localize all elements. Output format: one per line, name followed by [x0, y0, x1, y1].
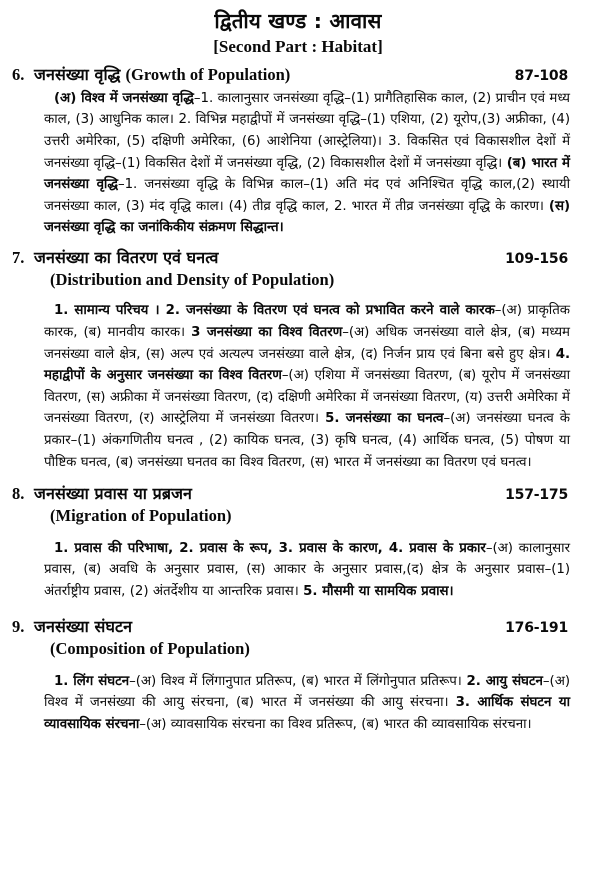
entry-title-english: (Migration of Population) [50, 505, 232, 525]
entry-header-row [10, 616, 586, 638]
entry-title-english: (Distribution and Density of Population) [50, 269, 335, 289]
toc-entry-9[interactable] [10, 616, 586, 735]
entry-subtopics: 1. प्रवास की परिभाषा, 2. प्रवास के रूप, 3. प्रवास के कारण, 4. प्रवास के प्रकार–(अ) कालानुसार प्रवास, (ब) अवधि के अनुसार प्रवास, (स) आकार के अनुसार प्रवास,(द) क्षेत्र के अनुसार प्रवास–(1) अंतर्राष्ट्रीय प्रवास, (2) अंतर्देशीय या आन्तरिक प्रवास। 5. मौसमी या सामयिक प्रवास। [44, 540, 570, 599]
entry-number-and-title [10, 483, 192, 505]
entry-title-hindi: जनसंख्या संघटन [34, 617, 133, 637]
entry-number-and-title [10, 247, 219, 269]
entry-title-english: (Growth of Population) [125, 65, 291, 85]
entry-page-range: 87-108 [514, 68, 568, 85]
entry-number: 9. [12, 617, 25, 637]
entry-header-row [10, 483, 586, 505]
toc-entry-6[interactable] [10, 64, 586, 239]
entry-number: 7. [12, 248, 25, 267]
part-title-hindi: द्वितीय खण्ड : आवास [214, 9, 382, 33]
toc-entry-8[interactable] [10, 483, 586, 602]
entry-subtopics: (अ) विश्व में जनसंख्या वृद्धि–1. कालानुसार जनसंख्या वृद्धि–(1) प्रागैतिहासिक काल, (2) प्राचीन एवं मध्य काल, (3) आधुनिक काल। 2. विभिन्न महाद्वीपों में जनसंख्या वृद्धि–(1) एशिया, (2) यूरोप,(3) अफ्रीका, (4) उत्तरी अमेरिका, (5) दक्षिणी अमेरिका, (6) आशेनिया (आस्ट्रेलिया)। 3. विकसित एवं विकासशील देशों में जनसंख्या वृद्धि–(1) विकसित देशों में जनसंख्या वृद्धि, (2) विकासशील देशों में जनसंख्या वृद्धि। (ब) भारत में जनसंख्या वृद्धि–1. जनसंख्या वृद्धि के विभिन्न काल–(1) अति मंद एवं अनिश्चित वृद्धि काल,(2) स्थायी जनसंख्या काल, (3) मंद वृद्धि काल। (4) तीव्र वृद्धि काल, 2. भारत में तीव्र जनसंख्या वृद्धि के कारण। (स) जनसंख्या वृद्धि का जनांकिकीय संक्रमण सिद्धान्त। [44, 90, 571, 236]
entry-header-row [10, 247, 586, 269]
entry-title-hindi: जनसंख्या प्रवास या प्रब्रजन [34, 484, 193, 504]
toc-entry-7[interactable] [10, 247, 586, 473]
entry-title-hindi: जनसंख्या का वितरण एवं घनत्व [34, 248, 219, 267]
entry-title-hindi: जनसंख्या वृद्धि [34, 65, 121, 85]
entry-header-row [10, 64, 586, 86]
entry-page-range: 109-156 [505, 251, 568, 267]
entry-title-english: (Composition of Population) [50, 639, 250, 659]
entry-page-range: 157-175 [505, 487, 568, 504]
entry-number-and-title [10, 64, 290, 86]
entry-subtopics: 1. लिंग संघटन–(अ) विश्व में लिंगानुपात प्रतिरूप, (ब) भारत में लिंगोनुपात प्रतिरूप। 2. आयु संघटन–(अ) विश्व में जनसंख्या की आयु संरचना, (ब) भारत में जनसंख्या की आयु संरचना। 3. आर्थिक संघटन या व्यावसायिक संरचना–(अ) व्यावसायिक संरचना का विश्व प्रतिरूप, (ब) भारत की व्यावसायिक संरचना। [44, 673, 571, 732]
entry-page-range: 176-191 [505, 620, 568, 637]
entry-number: 8. [12, 484, 25, 504]
entry-number-and-title [10, 616, 132, 638]
entry-number: 6. [12, 65, 25, 85]
entry-subtopics: 1. सामान्य परिचय । 2. जनसंख्या के वितरण एवं घनत्व को प्रभावित करने वाले कारक–(अ) प्राकृतिक कारक, (ब) मानवीय कारक। 3 जनसंख्या का विश्व वितरण–(अ) अधिक जनसंख्या वाले क्षेत्र, (ब) मध्यम जनसंख्या वाले क्षेत्र, (स) अल्प एवं अत्यल्प जनसंख्या वाले क्षेत्र, (द) निर्जन प्राय एवं बिना बसे हुए क्षेत्र। 4. महाद्वीपों के अनुसार जनसंख्या का विश्व वितरण–(अ) एशिया में जनसंख्या वितरण, (ब) यूरोप में जनसंख्या वितरण, (स) अफ्रीका में जनसंख्या वितरण, (द) दक्षिणी अमेरिका में जनसंख्या वितरण, (य) उत्तरी अमेरिका में जनसंख्या वितरण, (र) आस्ट्रेलिया में जनसंख्या वितरण। 5. जनसंख्या का घनत्व–(अ) जनसंख्या घनत्व के प्रकार–(1) अंकगणितीय घनत्व , (2) कायिक घनत्व, (3) कृषि घनत्व, (4) आर्थिक घनत्व, (5) पोषण या पौष्टिक घनत्व, (ब) जनसंख्या घनतव का विश्व वितरण, (स) भारत में जनसंख्या का वितरण एवं घनत्व। [44, 303, 570, 470]
part-heading [10, 8, 586, 58]
part-title-english: [Second Part : Habitat] [213, 37, 383, 57]
